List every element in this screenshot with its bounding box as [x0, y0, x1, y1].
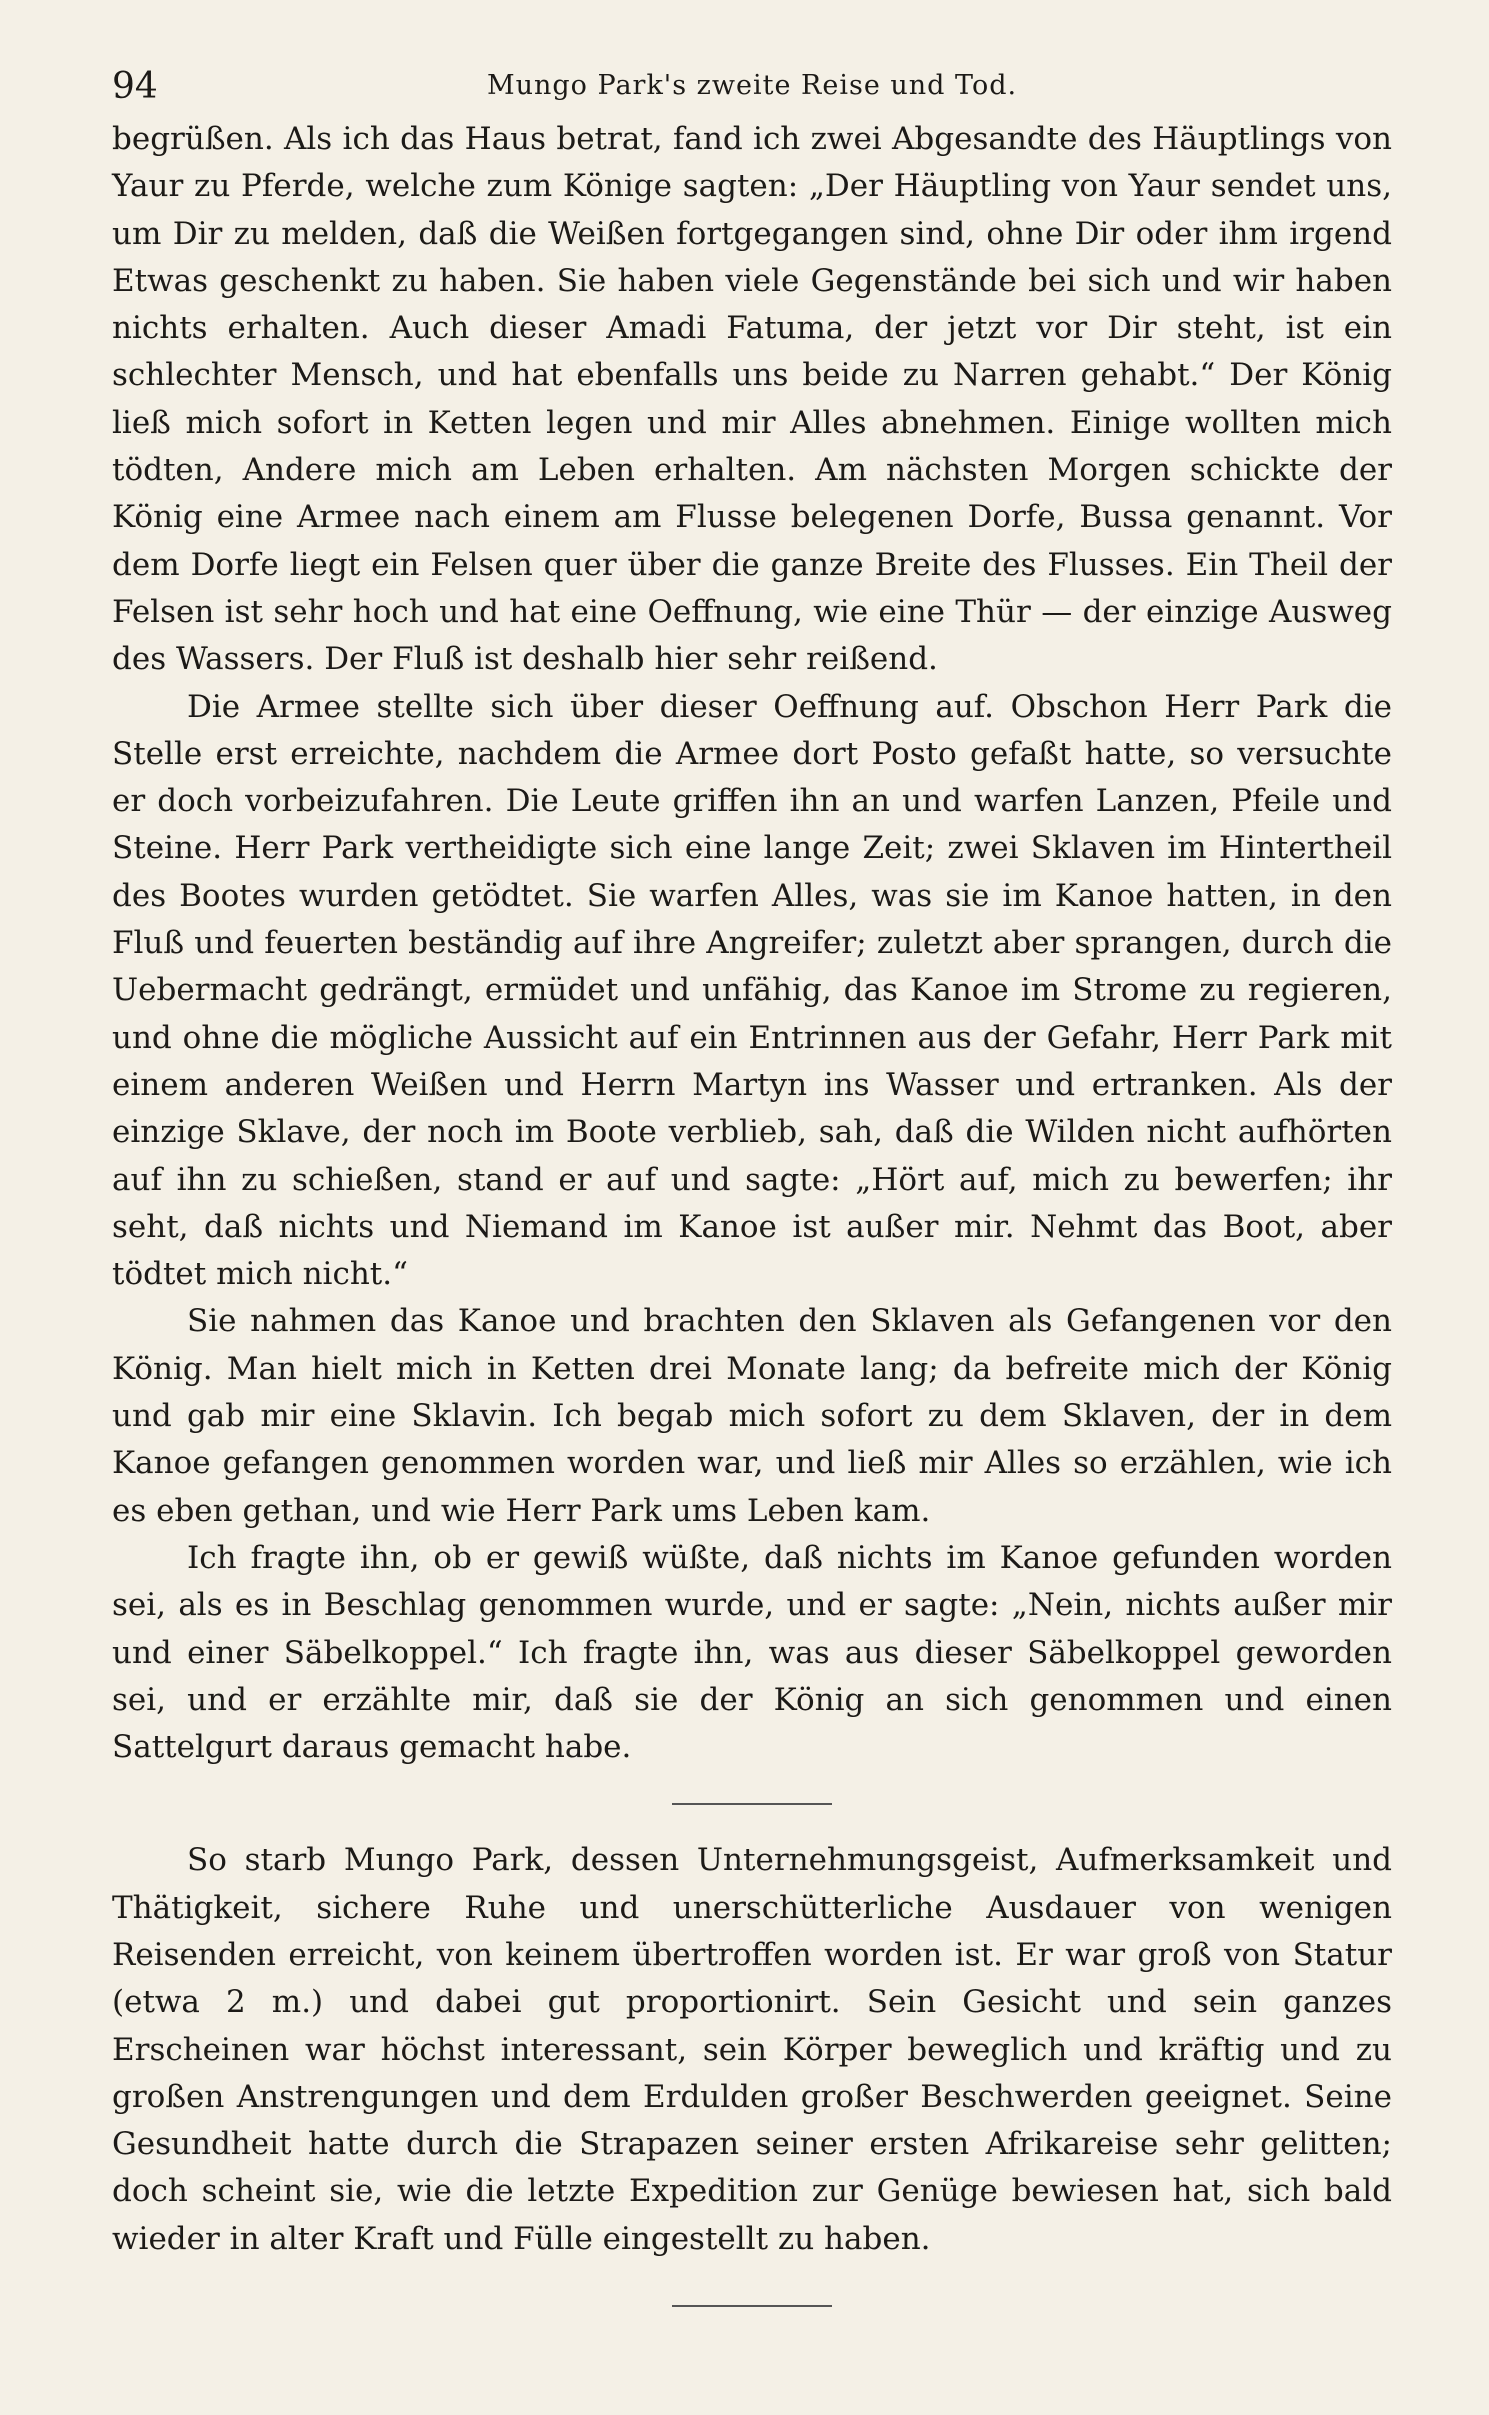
- paragraph-canoe: Sie nahmen das Kanoe und brachten den Sklaven als Gefangenen vor den König. Man hielt mich in Ketten drei Monate lang; da befreite mich der König und gab mir eine Sklavin. Ich begab mich sofort zu dem Sklaven, der in dem Kanoe gefangen genommen worden war, und ließ mir Alles so erzählen, wie ich es eben gethan, und wie Herr Park ums Leben kam.: [112, 1303, 1392, 1529]
- book-page: [112, 60, 1392, 2339]
- paragraph-epilogue: So starb Mungo Park, dessen Unternehmungsgeist, Aufmerksamkeit und Thätigkeit, sichere Ruhe und unerschütterliche Ausdauer von wenigen Reisenden erreicht, von keinem übertroffen worden ist. Er war groß von Statur (etwa 2 m.) und dabei gut proportionirt. Sein Gesicht und sein ganzes Erscheinen war höchst interessant, sein Körper beweglich und kräftig und zu großen Anstrengungen und dem Erdulden großer Beschwerden geeignet. Seine Gesundheit hatte durch die Strapazen seiner ersten Afrikareise sehr gelitten; doch scheint sie, wie die letzte Expedition zur Genüge bewiesen hat, sich bald wieder in alter Kraft und Fülle eingestellt zu haben.: [112, 1842, 1392, 2257]
- end-divider: [672, 2305, 832, 2307]
- body-text: [112, 116, 1392, 2307]
- section-divider: [672, 1803, 832, 1805]
- page-header: [112, 60, 1392, 116]
- page-number: 94: [112, 66, 158, 107]
- paragraph-continued: begrüßen. Als ich das Haus betrat, fand ich zwei Abgesandte des Häuptlings von Yaur zu Pferde, welche zum Könige sagten: „Der Häuptling von Yaur sendet uns, um Dir zu melden, daß die Weißen fortgegangen sind, ohne Dir oder ihm irgend Etwas geschenkt zu haben. Sie haben viele Gegenstände bei sich und wir haben nichts erhalten. Auch dieser Amadi Fatuma, der jetzt vor Dir steht, ist ein schlechter Mensch, und hat ebenfalls uns beide zu Narren gehabt.“ Der König ließ mich sofort in Ketten legen und mir Alles abnehmen. Einige wollten mich tödten, Andere mich am Leben erhalten. Am nächsten Morgen schickte der König eine Armee nach einem am Flusse belegenen Dorfe, Bussa genannt. Vor dem Dorfe liegt ein Felsen quer über die ganze Breite des Flusses. Ein Theil der Felsen ist sehr hoch und hat eine Oeffnung, wie eine Thür — der einzige Ausweg des Wassers. Der Fluß ist deshalb hier sehr reißend.: [112, 121, 1392, 678]
- running-title: Mungo Park's zweite Reise und Tod.: [486, 70, 1018, 101]
- paragraph-question: Ich fragte ihn, ob er gewiß wüßte, daß nichts im Kanoe gefunden worden sei, als es in Beschlag genommen wurde, und er sagte: „Nein, nichts außer mir und einer Säbelkoppel.“ Ich fragte ihn, was aus dieser Säbelkoppel geworden sei, und er erzählte mir, daß sie der König an sich genommen und einen Sattelgurt daraus gemacht habe.: [112, 1539, 1392, 1766]
- paragraph-army: Die Armee stellte sich über dieser Oeffnung auf. Obschon Herr Park die Stelle erst erreichte, nachdem die Armee dort Posto gefaßt hatte, so versuchte er doch vorbeizufahren. Die Leute griffen ihn an und warfen Lanzen, Pfeile und Steine. Herr Park vertheidigte sich eine lange Zeit; zwei Sklaven im Hintertheil des Bootes wurden getödtet. Sie warfen Alles, was sie im Kanoe hatten, in den Fluß und feuerten beständig auf ihre Angreifer; zuletzt aber sprangen, durch die Uebermacht gedrängt, ermüdet und unfähig, das Kanoe im Strome zu regieren, und ohne die mögliche Aussicht auf ein Entrinnen aus der Gefahr, Herr Park mit einem anderen Weißen und Herrn Martyn ins Wasser und ertranken. Als der einzige Sklave, der noch im Boote verblieb, sah, daß die Wilden nicht aufhörten auf ihn zu schießen, stand er auf und sagte: „Hört auf, mich zu bewerfen; ihr seht, daß nichts und Niemand im Kanoe ist außer mir. Nehmt das Boot, aber tödtet mich nicht.“: [112, 688, 1392, 1293]
